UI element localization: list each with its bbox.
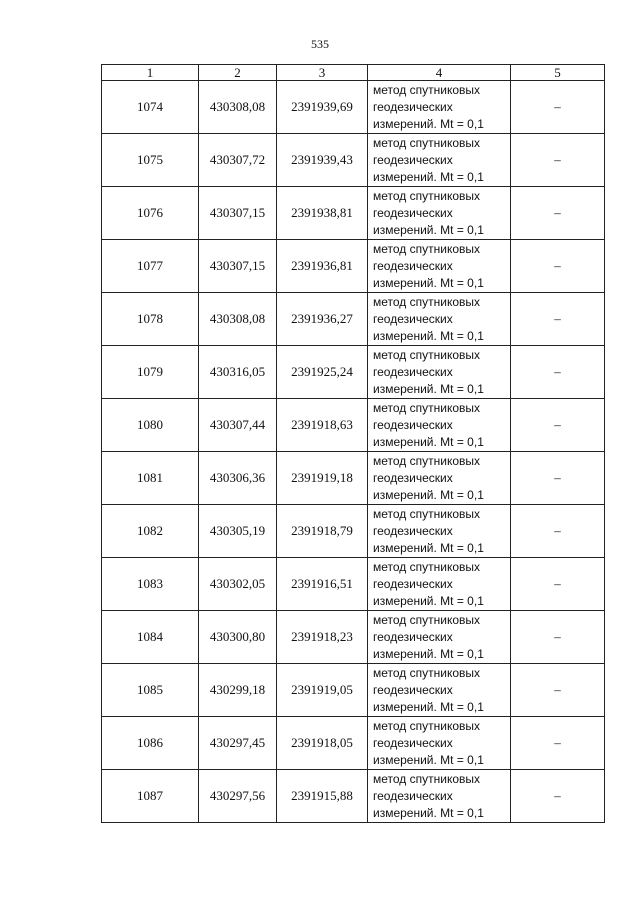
x-coordinate-cell: 430305,19 — [199, 505, 277, 558]
method-cell — [368, 346, 511, 399]
method-cell — [368, 187, 511, 240]
point-id-cell: 1076 — [102, 187, 199, 240]
y-coordinate-cell: 2391925,24 — [277, 346, 368, 399]
table-row — [102, 399, 605, 452]
table-row — [102, 664, 605, 717]
table-row — [102, 717, 605, 770]
note-cell: – — [511, 240, 605, 293]
method-cell — [368, 81, 511, 134]
method-line: геодезических — [373, 152, 453, 167]
table-row — [102, 452, 605, 505]
method-line: геодезических — [373, 205, 453, 220]
method-line: геодезических — [373, 364, 453, 379]
note-cell: – — [511, 611, 605, 664]
note-cell: – — [511, 770, 605, 823]
note-cell: – — [511, 505, 605, 558]
x-coordinate-cell: 430307,15 — [199, 187, 277, 240]
y-coordinate-cell: 2391918,05 — [277, 717, 368, 770]
method-line: измерений. Mt = 0,1 — [373, 593, 484, 608]
table-row — [102, 611, 605, 664]
method-line: метод спутниковых — [373, 506, 481, 521]
method-cell — [368, 505, 511, 558]
page-number: 535 — [311, 37, 329, 51]
method-line: метод спутниковых — [373, 665, 481, 680]
method-line: измерений. Mt = 0,1 — [373, 328, 484, 343]
point-id-cell: 1085 — [102, 664, 199, 717]
method-line: измерений. Mt = 0,1 — [373, 222, 484, 237]
y-coordinate-cell: 2391939,43 — [277, 134, 368, 187]
table-body — [102, 81, 605, 823]
method-line: метод спутниковых — [373, 82, 481, 97]
method-cell — [368, 770, 511, 823]
method-cell — [368, 558, 511, 611]
note-cell: – — [511, 664, 605, 717]
method-line: геодезических — [373, 576, 453, 591]
header-col-5: 5 — [511, 65, 605, 81]
y-coordinate-cell: 2391916,51 — [277, 558, 368, 611]
x-coordinate-cell: 430307,44 — [199, 399, 277, 452]
note-cell: – — [511, 187, 605, 240]
method-line: измерений. Mt = 0,1 — [373, 699, 484, 714]
coordinates-table — [101, 64, 605, 823]
method-line: геодезических — [373, 417, 453, 432]
method-cell — [368, 611, 511, 664]
method-line: геодезических — [373, 523, 453, 538]
method-line: измерений. Mt = 0,1 — [373, 805, 484, 820]
method-cell — [368, 664, 511, 717]
y-coordinate-cell: 2391918,79 — [277, 505, 368, 558]
x-coordinate-cell: 430297,56 — [199, 770, 277, 823]
method-line: метод спутниковых — [373, 347, 481, 362]
x-coordinate-cell: 430307,15 — [199, 240, 277, 293]
method-line: измерений. Mt = 0,1 — [373, 381, 484, 396]
method-cell — [368, 134, 511, 187]
header-col-4: 4 — [368, 65, 511, 81]
method-line: геодезических — [373, 629, 453, 644]
point-id-cell: 1083 — [102, 558, 199, 611]
point-id-cell: 1075 — [102, 134, 199, 187]
method-line: геодезических — [373, 258, 453, 273]
note-cell: – — [511, 134, 605, 187]
y-coordinate-cell: 2391919,18 — [277, 452, 368, 505]
x-coordinate-cell: 430300,80 — [199, 611, 277, 664]
method-line: метод спутниковых — [373, 718, 481, 733]
y-coordinate-cell: 2391918,63 — [277, 399, 368, 452]
method-line: метод спутниковых — [373, 453, 481, 468]
table-row — [102, 81, 605, 134]
table-row — [102, 240, 605, 293]
point-id-cell: 1078 — [102, 293, 199, 346]
point-id-cell: 1081 — [102, 452, 199, 505]
method-line: измерений. Mt = 0,1 — [373, 487, 484, 502]
method-cell — [368, 399, 511, 452]
method-line: геодезических — [373, 99, 453, 114]
point-id-cell: 1079 — [102, 346, 199, 399]
table-header-row — [102, 65, 605, 81]
method-line: метод спутниковых — [373, 135, 481, 150]
note-cell: – — [511, 346, 605, 399]
point-id-cell: 1077 — [102, 240, 199, 293]
y-coordinate-cell: 2391919,05 — [277, 664, 368, 717]
x-coordinate-cell: 430297,45 — [199, 717, 277, 770]
note-cell: – — [511, 717, 605, 770]
method-line: метод спутниковых — [373, 400, 481, 415]
x-coordinate-cell: 430308,08 — [199, 81, 277, 134]
point-id-cell: 1074 — [102, 81, 199, 134]
x-coordinate-cell: 430302,05 — [199, 558, 277, 611]
x-coordinate-cell: 430307,72 — [199, 134, 277, 187]
method-line: метод спутниковых — [373, 188, 481, 203]
method-line: измерений. Mt = 0,1 — [373, 275, 484, 290]
header-col-1: 1 — [102, 65, 199, 81]
method-line: метод спутниковых — [373, 241, 481, 256]
table-row — [102, 770, 605, 823]
header-col-3: 3 — [277, 65, 368, 81]
note-cell: – — [511, 558, 605, 611]
note-cell: – — [511, 452, 605, 505]
table-row — [102, 558, 605, 611]
table-row — [102, 505, 605, 558]
method-line: измерений. Mt = 0,1 — [373, 169, 484, 184]
y-coordinate-cell: 2391936,27 — [277, 293, 368, 346]
y-coordinate-cell: 2391938,81 — [277, 187, 368, 240]
y-coordinate-cell: 2391915,88 — [277, 770, 368, 823]
point-id-cell: 1084 — [102, 611, 199, 664]
method-line: метод спутниковых — [373, 294, 481, 309]
method-cell — [368, 717, 511, 770]
y-coordinate-cell: 2391918,23 — [277, 611, 368, 664]
method-line: геодезических — [373, 682, 453, 697]
x-coordinate-cell: 430306,36 — [199, 452, 277, 505]
method-line: геодезических — [373, 470, 453, 485]
table-row — [102, 293, 605, 346]
method-line: метод спутниковых — [373, 559, 481, 574]
header-col-2: 2 — [199, 65, 277, 81]
method-line: геодезических — [373, 311, 453, 326]
point-id-cell: 1082 — [102, 505, 199, 558]
method-line: геодезических — [373, 788, 453, 803]
point-id-cell: 1086 — [102, 717, 199, 770]
method-line: измерений. Mt = 0,1 — [373, 646, 484, 661]
method-line: метод спутниковых — [373, 612, 481, 627]
method-line: метод спутниковых — [373, 771, 481, 786]
x-coordinate-cell: 430299,18 — [199, 664, 277, 717]
note-cell: – — [511, 293, 605, 346]
x-coordinate-cell: 430316,05 — [199, 346, 277, 399]
point-id-cell: 1080 — [102, 399, 199, 452]
table-row — [102, 134, 605, 187]
x-coordinate-cell: 430308,08 — [199, 293, 277, 346]
method-cell — [368, 452, 511, 505]
note-cell: – — [511, 399, 605, 452]
method-line: измерений. Mt = 0,1 — [373, 434, 484, 449]
method-line: геодезических — [373, 735, 453, 750]
note-cell: – — [511, 81, 605, 134]
table-row — [102, 346, 605, 399]
point-id-cell: 1087 — [102, 770, 199, 823]
y-coordinate-cell: 2391939,69 — [277, 81, 368, 134]
table-row — [102, 187, 605, 240]
method-line: измерений. Mt = 0,1 — [373, 116, 484, 131]
y-coordinate-cell: 2391936,81 — [277, 240, 368, 293]
method-line: измерений. Mt = 0,1 — [373, 540, 484, 555]
method-cell — [368, 240, 511, 293]
method-cell — [368, 293, 511, 346]
method-line: измерений. Mt = 0,1 — [373, 752, 484, 767]
